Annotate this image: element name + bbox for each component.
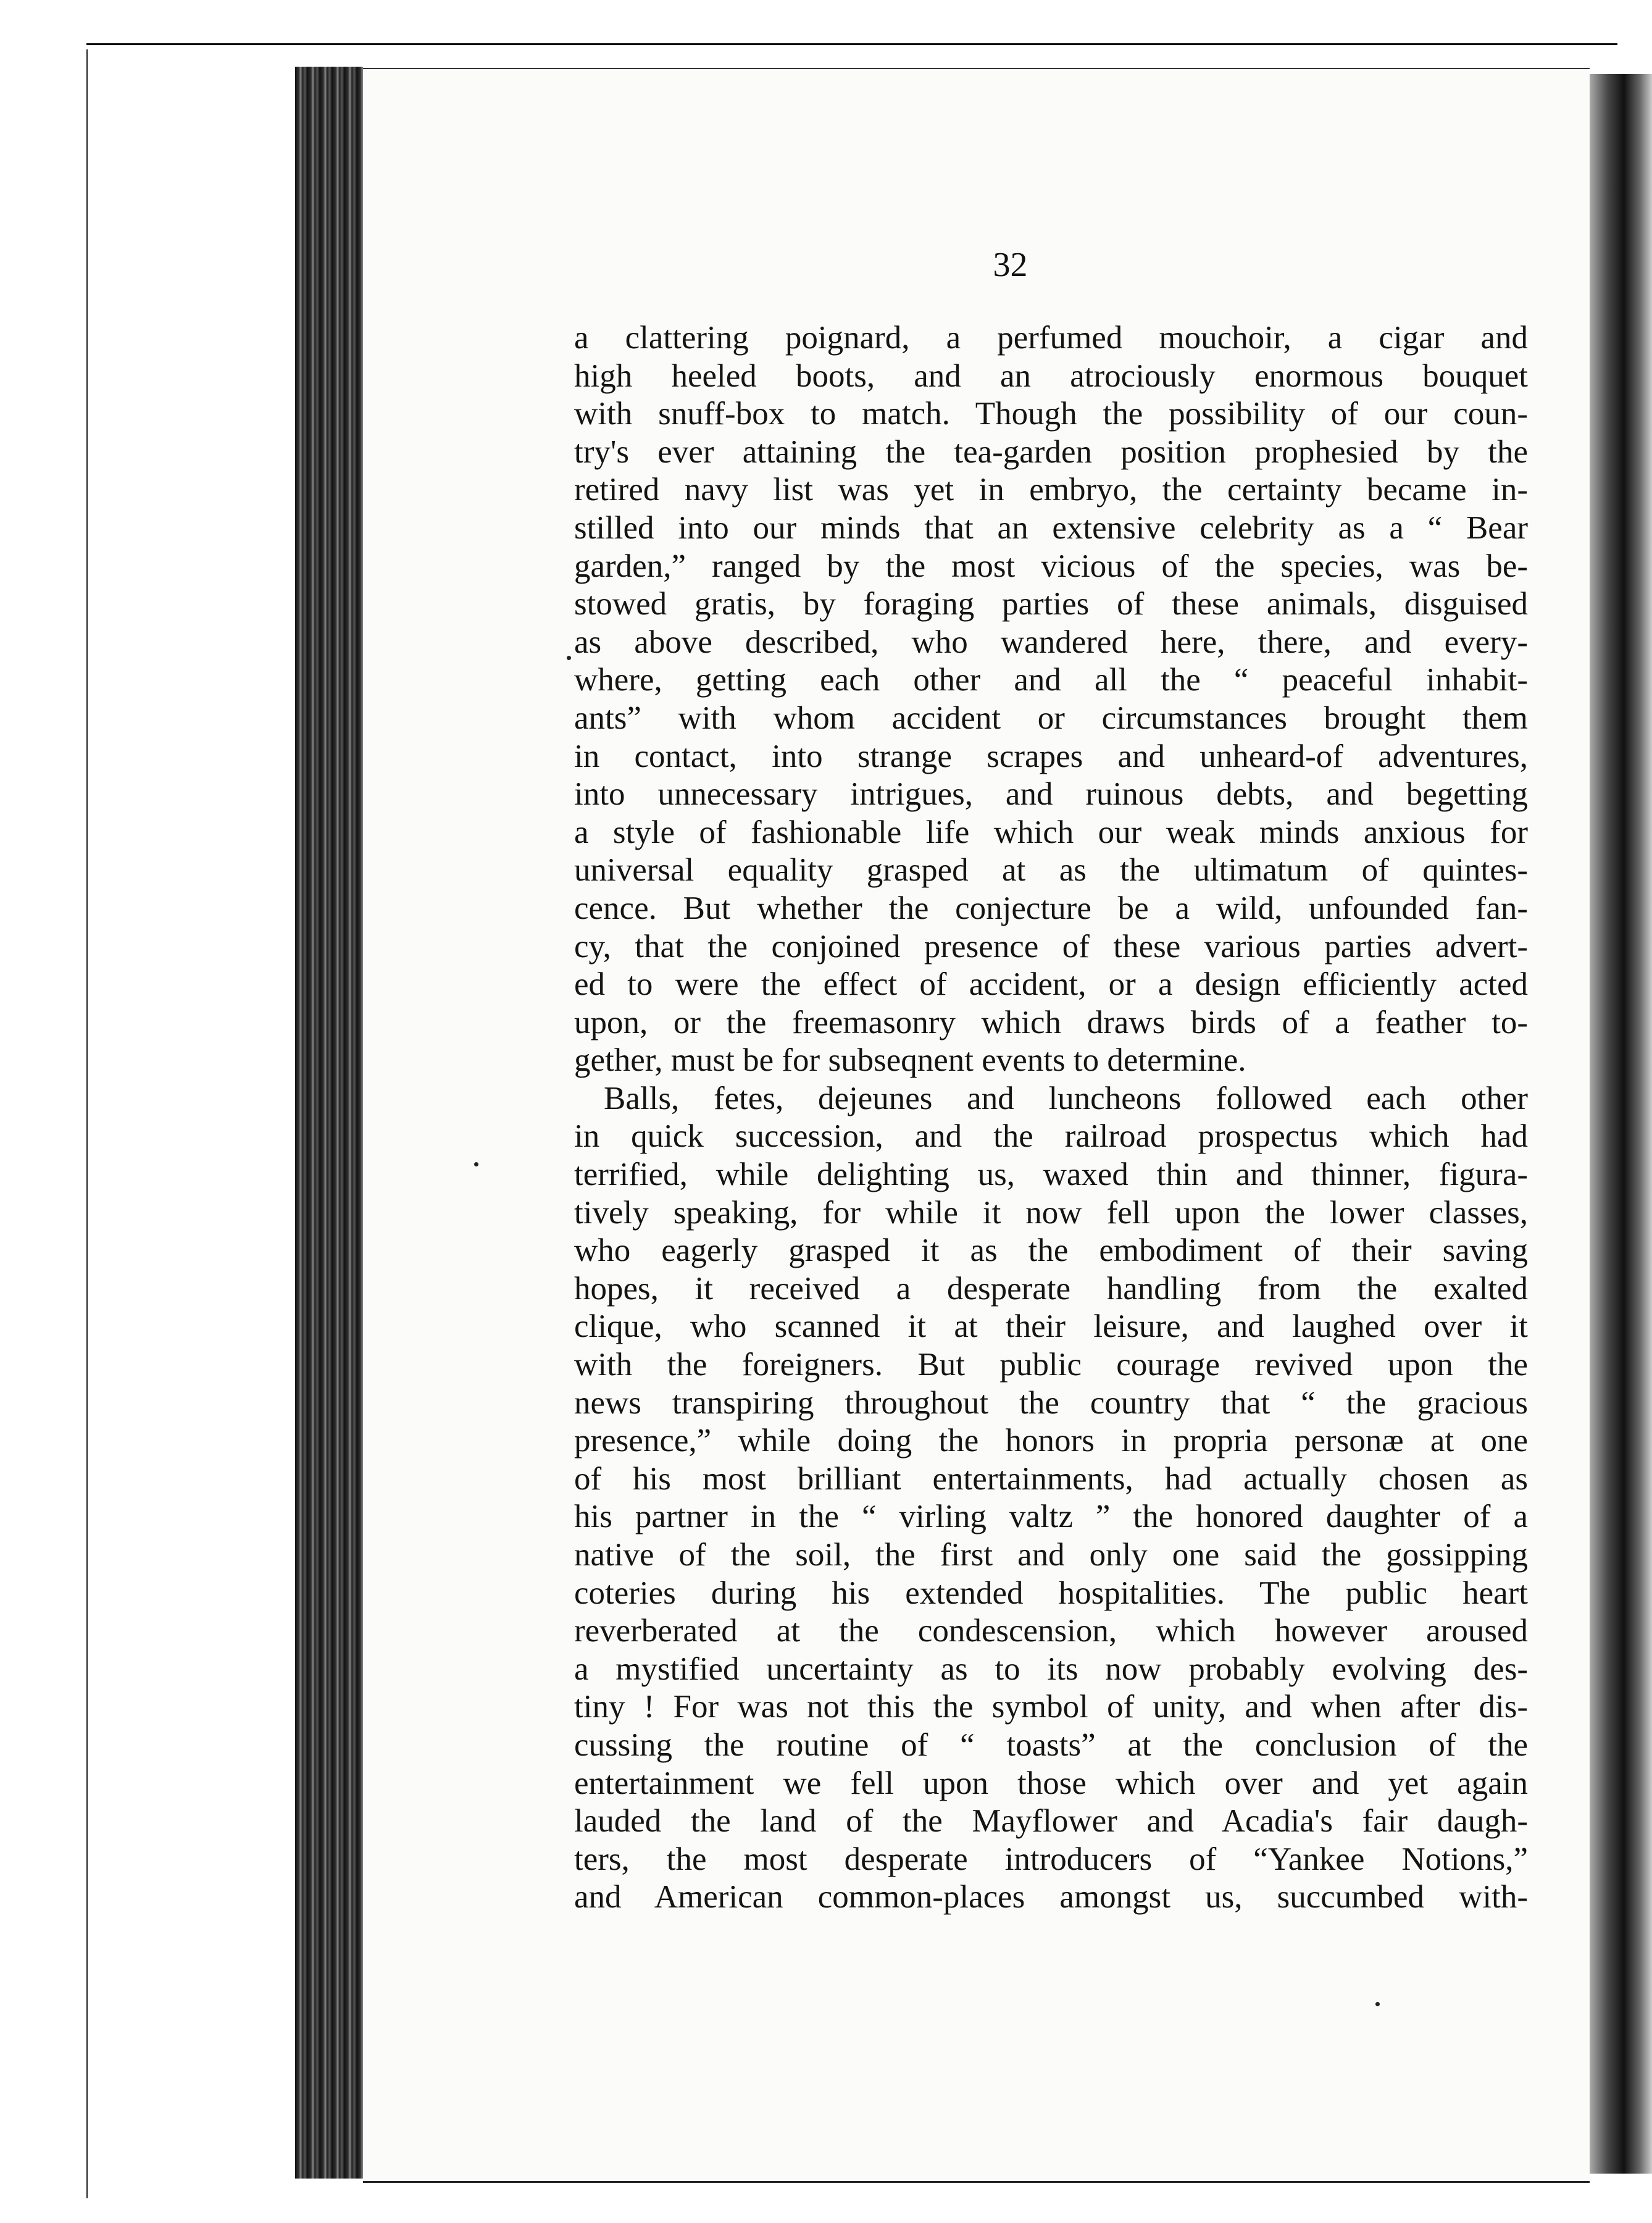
text-line: a mystified uncertainty as to its now probably evolving des- xyxy=(574,1651,1528,1687)
text-line: ants” with whom accident or circumstances brought them xyxy=(574,700,1528,736)
text-line: in quick succession, and the railroad prospectus which had xyxy=(574,1118,1528,1155)
book-binding-edge xyxy=(295,67,363,2179)
text-line: who eagerly grasped it as the embodiment of their saving xyxy=(574,1233,1528,1269)
page-number: 32 xyxy=(993,246,1028,284)
text-line: a clattering poignard, a perfumed mouchoir, a cigar and xyxy=(574,320,1528,356)
text-line: a style of fashionable life which our weak minds anxious for xyxy=(574,814,1528,850)
text-line: hopes, it received a desperate handling from the exalted xyxy=(574,1270,1528,1307)
paragraph-start-line: Balls, fetes, dejeunes and luncheons followed each other xyxy=(604,1080,1528,1116)
text-line: cence. But whether the conjecture be a wild, unfounded fan- xyxy=(574,890,1528,926)
text-line: into unnecessary intrigues, and ruinous debts, and begetting xyxy=(574,776,1528,813)
outer-paper-margin xyxy=(86,49,298,2198)
text-line: try's ever attaining the tea-garden position prophesied by the xyxy=(574,433,1528,470)
text-line: as above described, who wandered here, there, and every- xyxy=(574,624,1528,660)
book-page xyxy=(363,68,1590,2183)
text-line: reverberated at the condescension, which however aroused xyxy=(574,1613,1528,1649)
text-line: cy, that the conjoined presence of these various parties advert- xyxy=(574,928,1528,965)
text-line: and American common-places amongst us, succumbed with- xyxy=(574,1879,1528,1915)
top-paper-edge xyxy=(86,43,1617,52)
body-text xyxy=(574,319,1528,1917)
text-line: clique, who scanned it at their leisure, and laughed over it xyxy=(574,1308,1528,1345)
text-line: upon, or the freemasonry which draws birds of a feather to- xyxy=(574,1004,1528,1040)
ink-speck xyxy=(1375,2002,1380,2006)
paragraph-end-line: gether, must be for subseqnent events to determine. xyxy=(574,1042,1246,1079)
text-line: terrified, while delighting us, waxed thin and thinner, figura- xyxy=(574,1157,1528,1193)
text-line: native of the soil, the first and only one said the gossipping xyxy=(574,1537,1528,1573)
text-line: tively speaking, for while it now fell upon the lower classes, xyxy=(574,1194,1528,1231)
text-line: where, getting each other and all the “ peaceful inhabit- xyxy=(574,662,1528,698)
text-line: with the foreigners. But public courage revived upon the xyxy=(574,1347,1528,1383)
text-line: of his most brilliant entertainments, had actually chosen as xyxy=(574,1460,1528,1497)
right-page-edge-shadow xyxy=(1590,74,1652,2174)
text-line: with snuff-box to match. Though the possibility of our coun- xyxy=(574,396,1528,432)
ink-speck xyxy=(474,1162,478,1166)
text-line: coteries during his extended hospitalities. The public heart xyxy=(574,1575,1528,1611)
text-line: presence,” while doing the honors in propria personæ at one xyxy=(574,1423,1528,1459)
text-line: ters, the most desperate introducers of “Yankee Notions,” xyxy=(574,1841,1528,1877)
text-line: entertainment we fell upon those which over and yet again xyxy=(574,1765,1528,1801)
text-line: in contact, into strange scrapes and unheard-of adventures, xyxy=(574,738,1528,774)
text-line: news transpiring throughout the country that “ the gracious xyxy=(574,1384,1528,1421)
ink-speck xyxy=(567,656,571,660)
text-line: garden,” ranged by the most vicious of the species, was be- xyxy=(574,548,1528,584)
text-line: stilled into our minds that an extensive celebrity as a “ Bear xyxy=(574,509,1528,546)
text-line: retired navy list was yet in embryo, the certainty became in- xyxy=(574,472,1528,508)
text-line: high heeled boots, and an atrociously enormous bouquet xyxy=(574,358,1528,394)
text-line: universal equality grasped at as the ultimatum of quintes- xyxy=(574,852,1528,889)
text-line: stowed gratis, by foraging parties of these animals, disguised xyxy=(574,586,1528,622)
text-line: tiny ! For was not this the symbol of unity, and when after dis- xyxy=(574,1689,1528,1725)
text-line: ed to were the effect of accident, or a design efficiently acted xyxy=(574,966,1528,1003)
text-line: his partner in the “ virling valtz ” the honored daughter of a xyxy=(574,1499,1528,1535)
text-line: lauded the land of the Mayflower and Acadia's fair daugh- xyxy=(574,1803,1528,1840)
text-line: cussing the routine of “ toasts” at the conclusion of the xyxy=(574,1727,1528,1763)
